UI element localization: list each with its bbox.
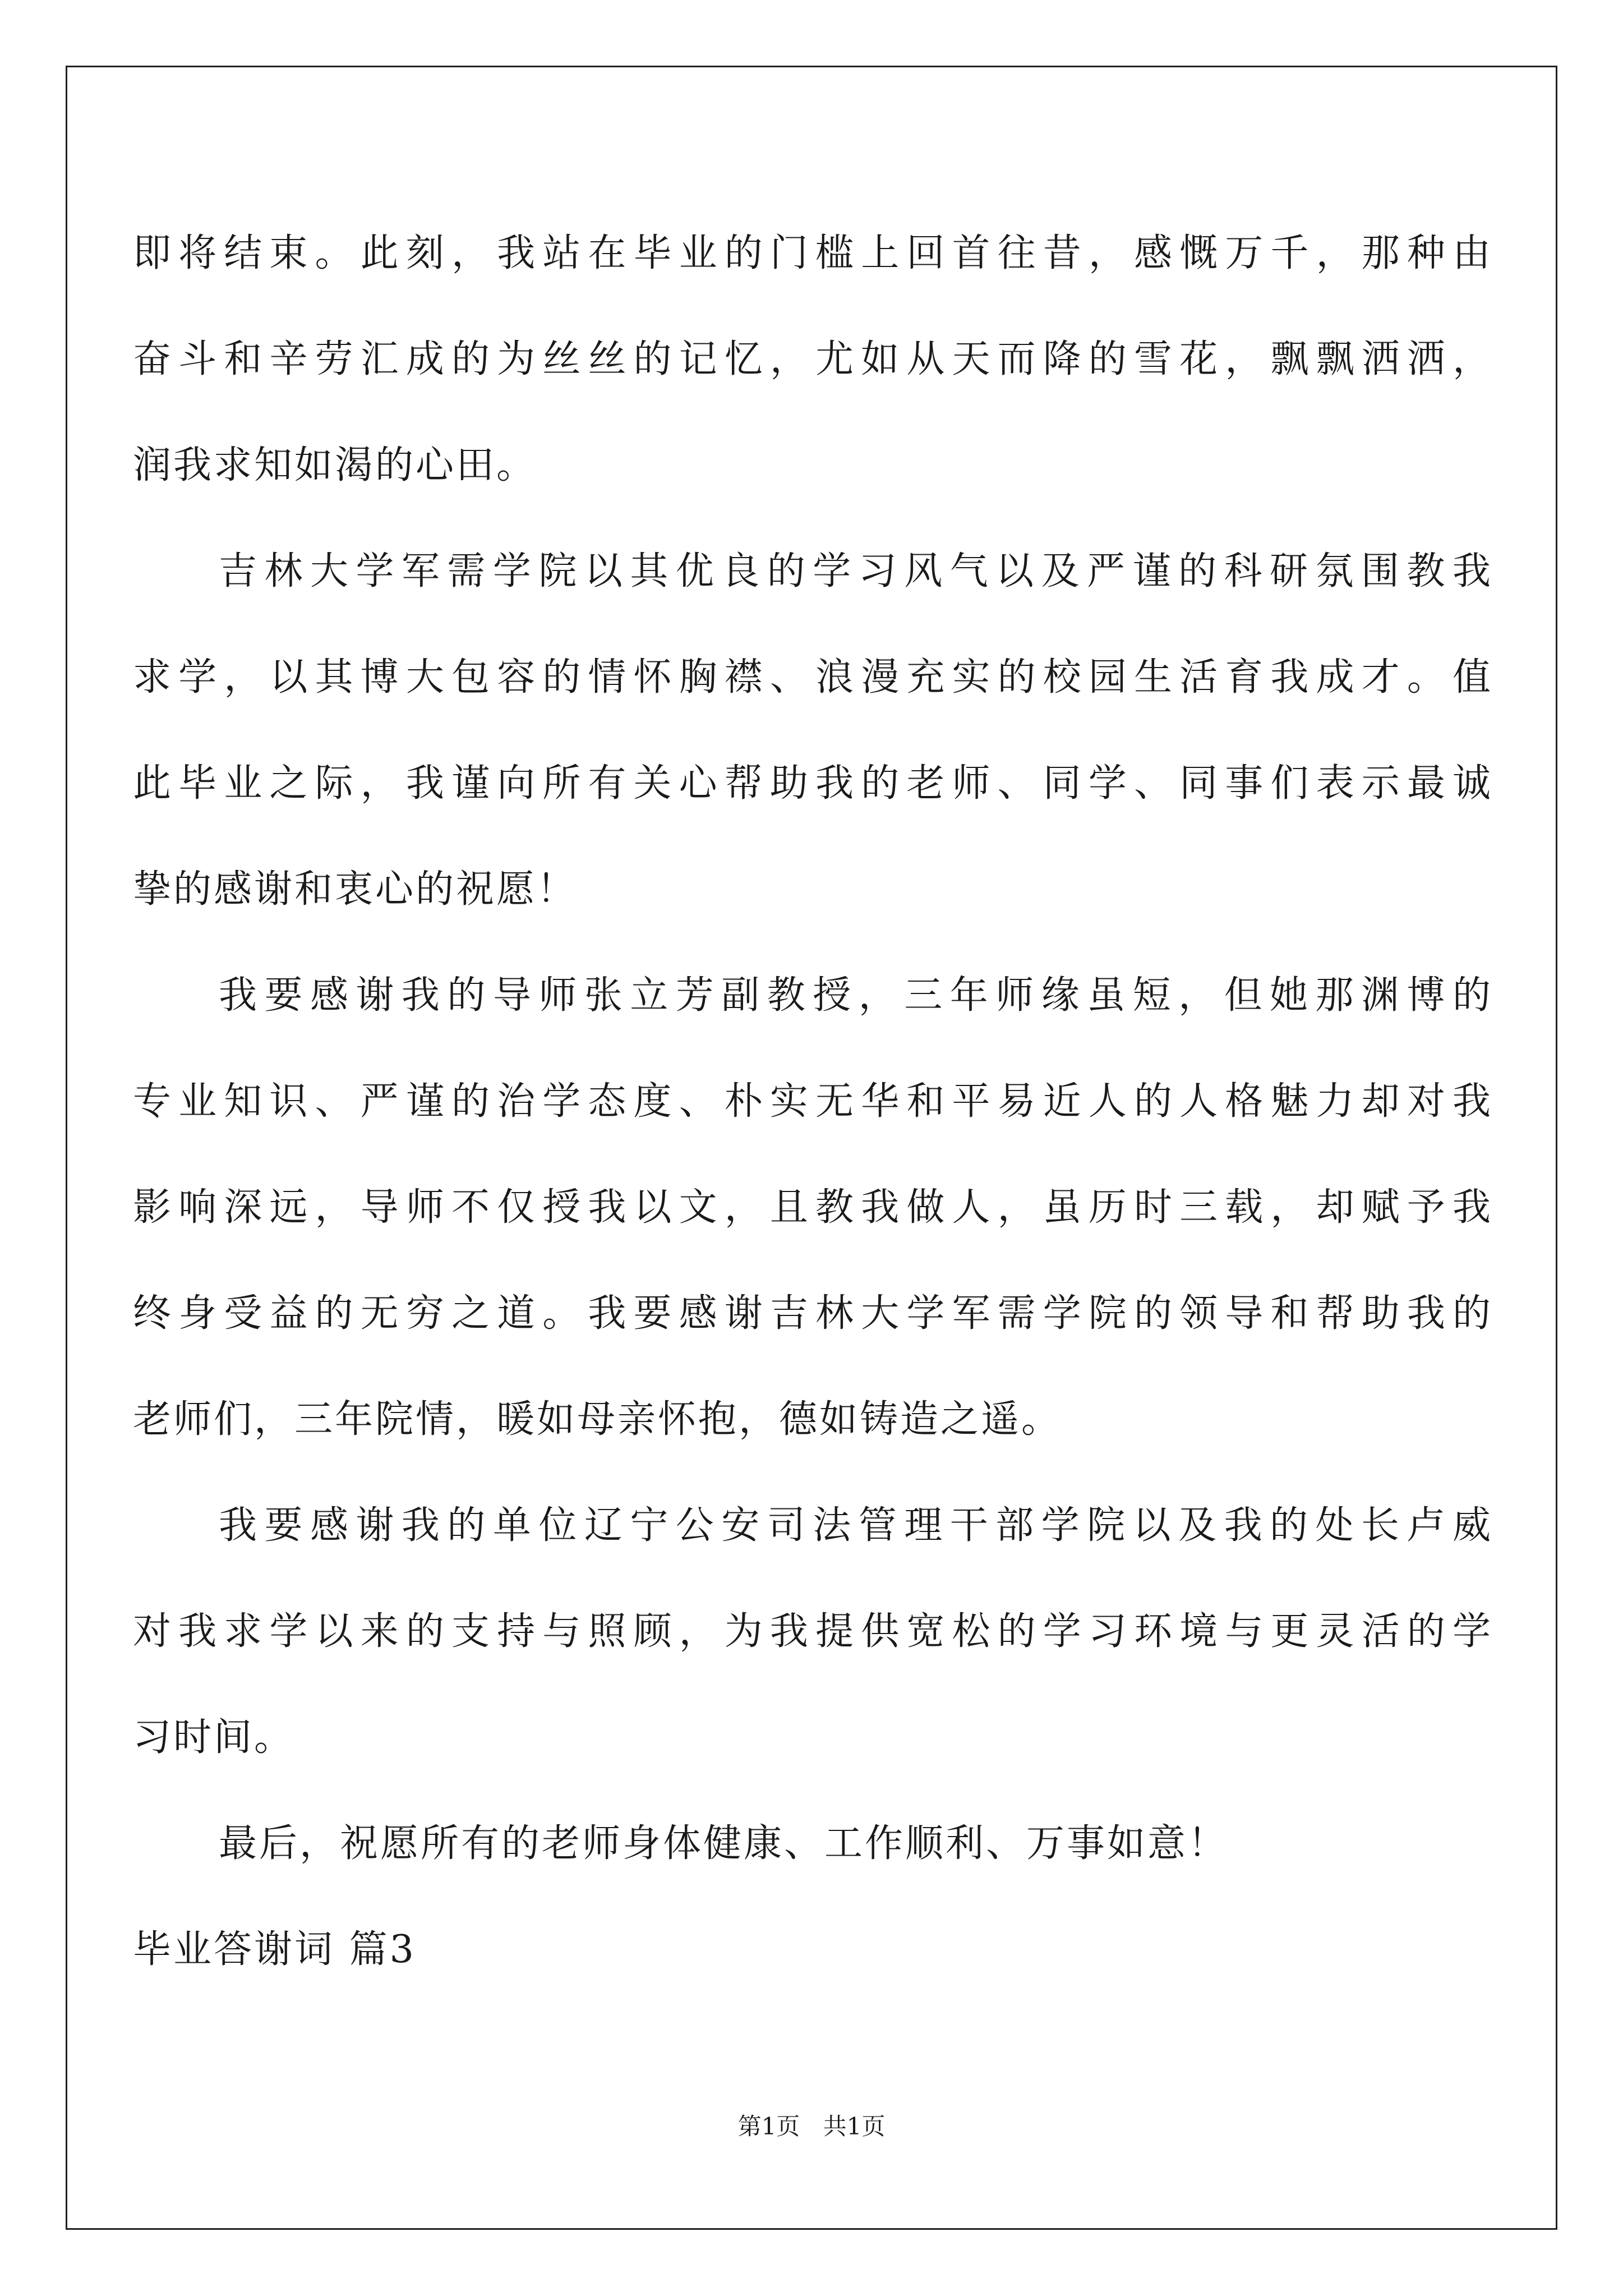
page-total: 共1页	[823, 2113, 886, 2140]
page-footer	[0, 2115, 1623, 2138]
text-line: 此毕业之际，我谨向所有关心帮助我的老师、同学、同事们表示最诚	[133, 761, 1493, 806]
text-line: 即将结束。此刻，我站在毕业的门槛上回首往昔，感慨万千，那种由	[133, 231, 1493, 275]
text-line: 习时间。	[133, 1715, 295, 1760]
text-line: 奋斗和辛劳汇成的为丝丝的记忆，尤如从天而降的雪花，飘飘洒洒，	[133, 337, 1493, 381]
text-line: 影响深远，导师不仅授我以文，且教我做人，虽历时三载，却赋予我	[133, 1185, 1493, 1230]
text-line: 润我求知如渴的心田。	[133, 443, 537, 487]
text-line: 我要感谢我的导师张立芳副教授，三年师缘虽短，但她那渊博的	[219, 973, 1493, 1018]
text-line: 最后，祝愿所有的老师身体健康、工作顺利、万事如意！	[219, 1821, 1229, 1866]
text-line: 吉林大学军需学院以其优良的学习风气以及严谨的科研氛围教我	[219, 549, 1493, 593]
text-line: 对我求学以来的支持与照顾，为我提供宽松的学习环境与更灵活的学	[133, 1609, 1493, 1654]
text-line: 老师们，三年院情，暖如母亲怀抱，德如铸造之遥。	[133, 1397, 1062, 1442]
text-line: 专业知识、严谨的治学态度、朴实无华和平易近人的人格魅力却对我	[133, 1079, 1493, 1124]
text-line: 挚的感谢和衷心的祝愿！	[133, 867, 578, 912]
text-line: 求学，以其博大包容的情怀胸襟、浪漫充实的校园生活育我成才。值	[133, 655, 1493, 700]
text-line: 我要感谢我的单位辽宁公安司法管理干部学院以及我的处长卢威	[219, 1503, 1493, 1548]
page-number: 第1页	[737, 2113, 800, 2140]
section-heading: 毕业答谢词 篇3	[133, 1927, 416, 1972]
page-frame	[66, 66, 1557, 2230]
text-line: 终身受益的无穷之道。我要感谢吉林大学军需学院的领导和帮助我的	[133, 1291, 1493, 1336]
